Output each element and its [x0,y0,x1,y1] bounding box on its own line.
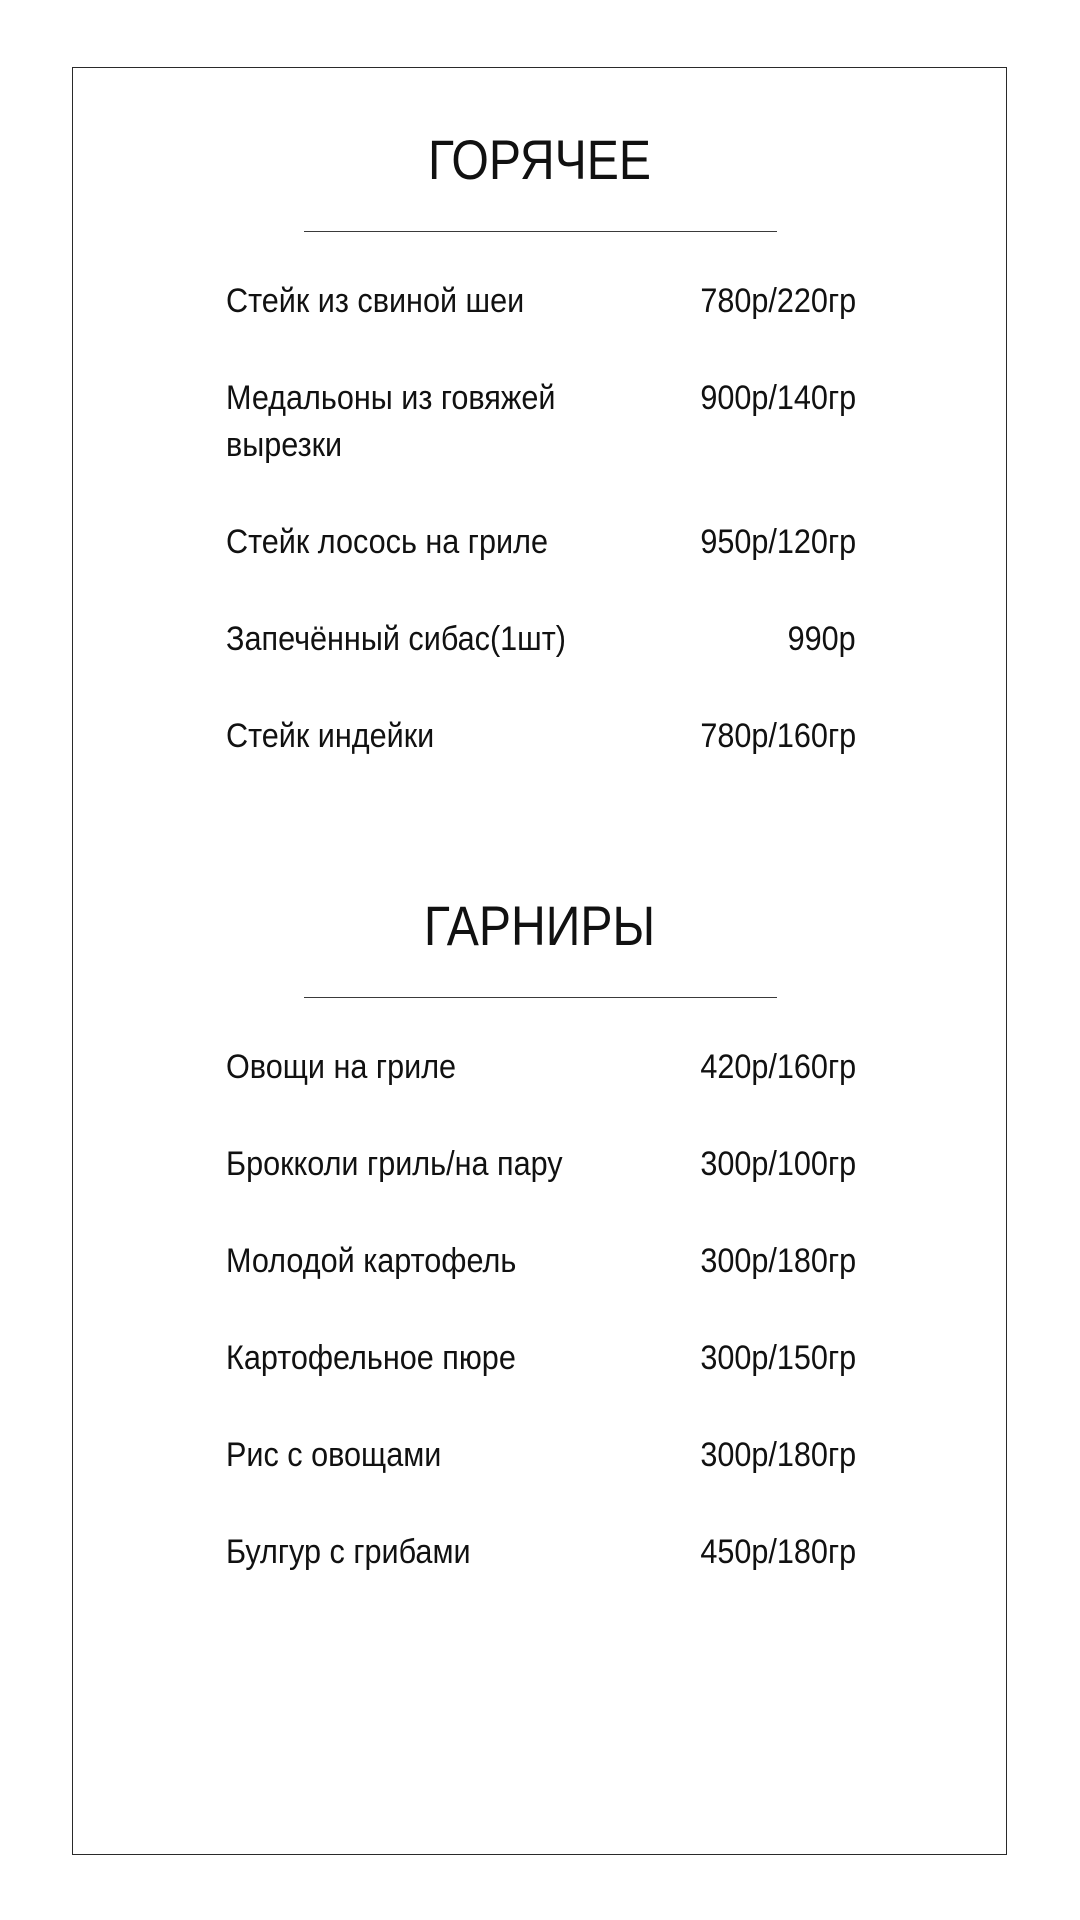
menu-item-name: Медальоны из говяжей вырезки [226,379,556,464]
menu-item [226,1141,856,1188]
menu-item-name: Стейк из свиной шеи [226,282,525,320]
menu-item [226,616,856,663]
menu-item-price: 450р/180гр [700,1533,856,1571]
menu-item-name: Картофельное пюре [226,1339,516,1377]
menu-item [226,1432,856,1479]
menu-item-price: 990р [787,620,856,658]
menu-list-hot [226,278,856,810]
menu-item [226,375,856,469]
menu-item [226,1529,856,1576]
menu-item-name: Стейк лосось на гриле [226,523,548,561]
menu-item-name: Молодой картофель [226,1242,517,1280]
menu-item [226,278,856,325]
menu-item-name: Булгур с грибами [226,1533,471,1571]
menu-item-name: Запечённый сибас(1шт) [226,620,566,658]
menu-item-price: 900р/140гр [700,379,856,417]
section-divider [304,997,777,998]
section-divider [304,231,777,232]
menu-item-price: 950р/120гр [700,523,856,561]
section-title-sides: ГАРНИРЫ [423,894,656,957]
menu-item-price: 300р/150гр [700,1339,856,1377]
menu-item [226,1335,856,1382]
menu-item-name: Овощи на гриле [226,1048,457,1086]
menu-item [226,1044,856,1091]
menu-item-name: Стейк индейки [226,717,435,755]
menu-item-price: 780р/160гр [700,717,856,755]
menu-item-name: Рис с овощами [226,1436,442,1474]
menu-item [226,519,856,566]
menu-frame [72,67,1007,1855]
menu-item-price: 300р/180гр [700,1436,856,1474]
menu-list-sides [226,1044,856,1626]
menu-item-price: 300р/100гр [700,1145,856,1183]
menu-item-name: Брокколи гриль/на пару [226,1145,563,1183]
menu-item-price: 420р/160гр [700,1048,856,1086]
menu-item-price: 300р/180гр [700,1242,856,1280]
menu-item [226,713,856,760]
menu-item-price: 780р/220гр [700,282,856,320]
section-title-hot: ГОРЯЧЕЕ [427,128,652,191]
menu-item [226,1238,856,1285]
